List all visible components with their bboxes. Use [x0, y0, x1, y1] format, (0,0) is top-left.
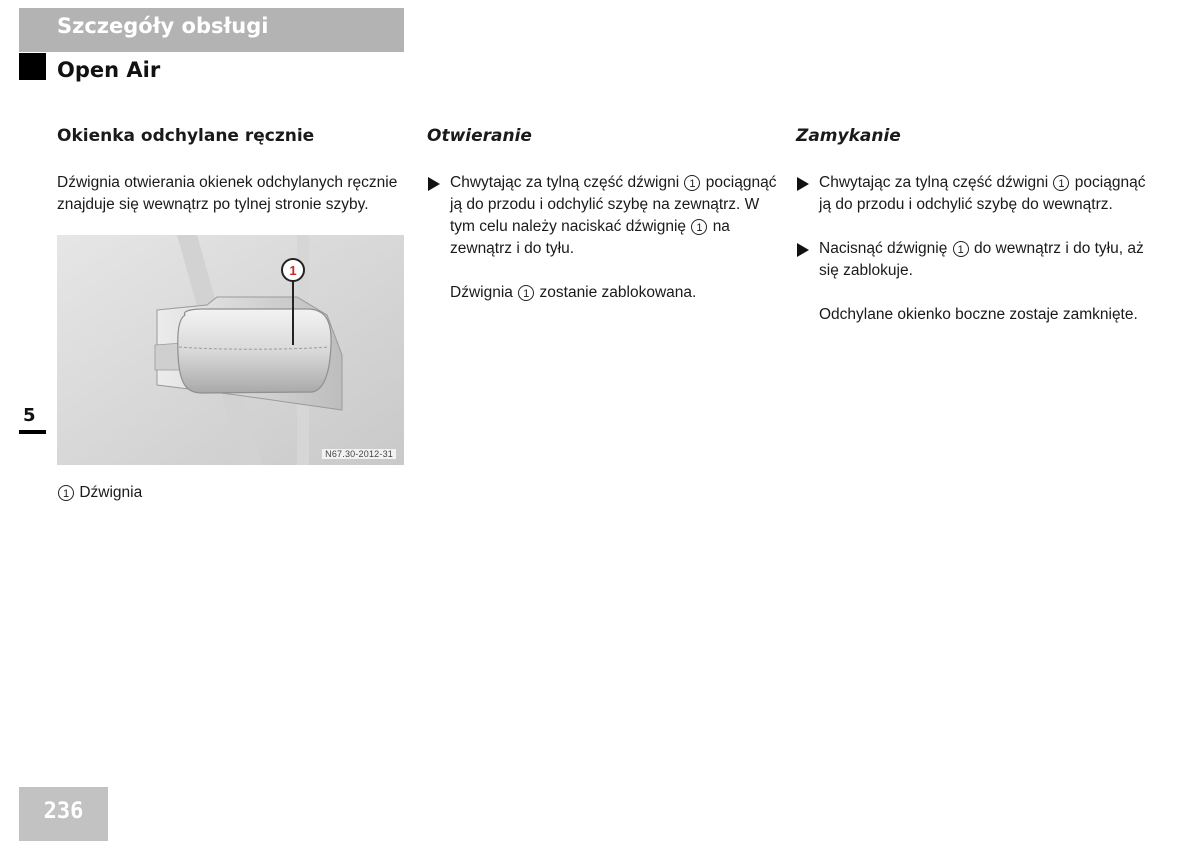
- intro-text: Dźwignia otwierania okienek odchylanych ręcznie znajduje się wewnątrz po tylnej stronie szyby.: [57, 174, 398, 213]
- step-text: do wewnątrz i do tyłu, aż się zablokuje.: [819, 240, 1144, 279]
- step-text: Nacisnąć dźwignię: [819, 240, 948, 257]
- figure-code: N67.30-2012-31: [322, 449, 396, 459]
- closing-step-1: [796, 172, 1156, 216]
- note-text: zostanie zablokowana.: [539, 284, 697, 301]
- closing-step-2: [796, 238, 1156, 282]
- callout-number: 1: [684, 175, 700, 191]
- callout-number: 1: [518, 285, 534, 301]
- step-text: Chwytając za tylną część dźwigni: [819, 174, 1049, 191]
- intro-heading: Okienka odchylane ręcznie: [57, 126, 315, 146]
- column-opening: [427, 124, 782, 304]
- lever-figure: [57, 235, 404, 465]
- closing-note: Odchylane okienko boczne zostaje zamknięte.: [819, 306, 1138, 323]
- figure-caption: [57, 482, 142, 504]
- step-text: pociągnąć ją do przodu i odchylić szybę na zewnątrz. W tym celu należy naciskać dźwignię: [450, 174, 777, 235]
- callout-number: 1: [1053, 175, 1069, 191]
- page-title: Open Air: [57, 58, 161, 82]
- step-arrow-icon: [797, 177, 809, 191]
- column-closing: [796, 124, 1156, 326]
- figure-callout: 1: [289, 263, 297, 278]
- step-text: Chwytając za tylną część dźwigni: [450, 174, 680, 191]
- step-text: pociągnąć ją do przodu i odchylić szybę do wewnątrz.: [819, 174, 1146, 213]
- caption-callout-number: 1: [58, 485, 74, 501]
- lever-illustration: [57, 235, 404, 465]
- chapter-number: 5: [23, 405, 36, 426]
- step-arrow-icon: [797, 243, 809, 257]
- caption-text: Dźwignia: [79, 484, 143, 501]
- step-text: na zewnątrz i do tyłu.: [450, 218, 730, 257]
- opening-heading: Otwieranie: [427, 126, 532, 146]
- chapter-bar: [19, 430, 46, 434]
- opening-step: [427, 172, 782, 260]
- section-header-bar: [19, 8, 404, 52]
- closing-heading: Zamykanie: [796, 126, 901, 146]
- section-marker: [19, 53, 46, 80]
- section-label: Szczegóły obsługi: [57, 14, 269, 38]
- note-text: Dźwignia: [450, 284, 513, 301]
- column-intro: [57, 124, 412, 216]
- step-arrow-icon: [428, 177, 440, 191]
- page-number: 236: [19, 787, 108, 841]
- callout-number: 1: [691, 219, 707, 235]
- callout-number: 1: [953, 241, 969, 257]
- opening-note: [427, 282, 782, 304]
